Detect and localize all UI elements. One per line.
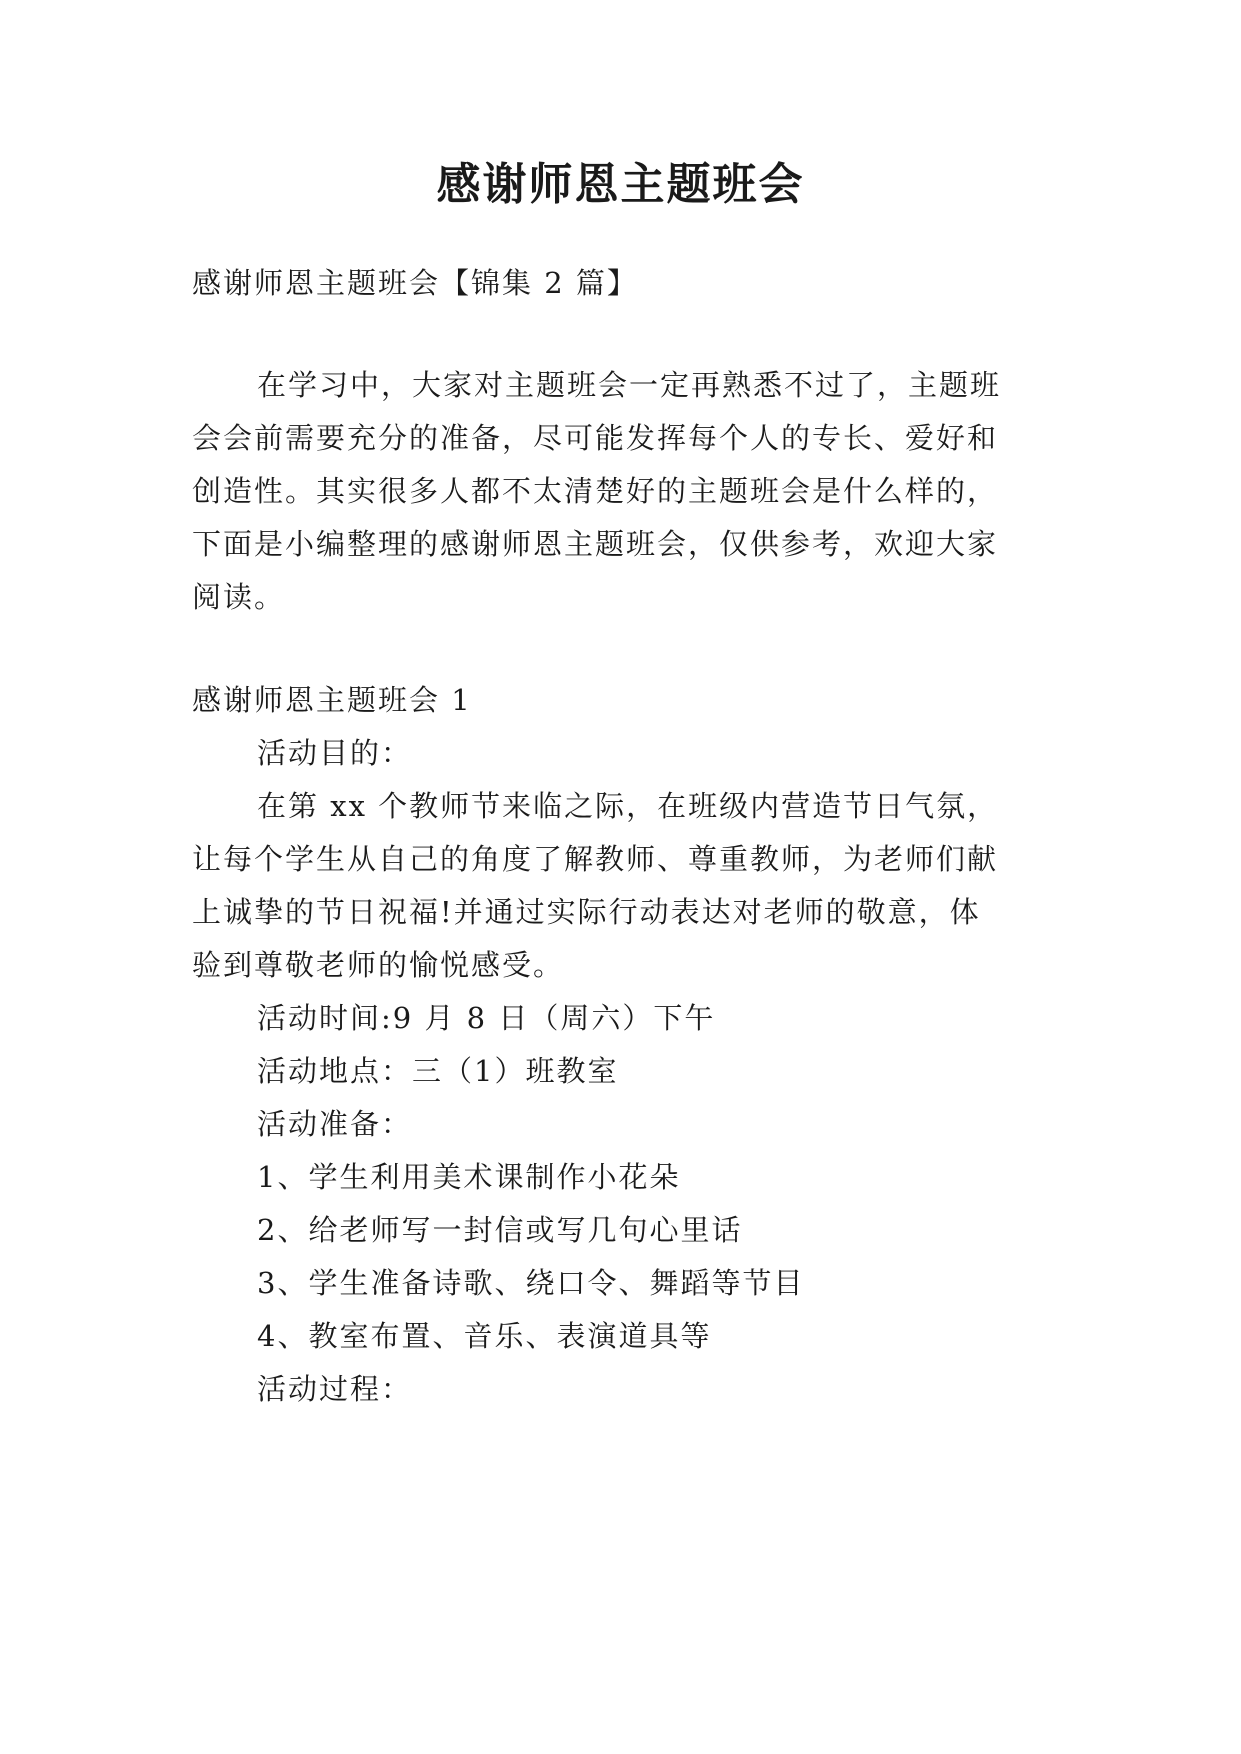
prep-item: 1、学生利用美术课制作小花朵 [257,1160,681,1194]
purpose-label: 活动目的： [257,736,413,770]
activity-place: 活动地点：三（1）班教室 [257,1054,619,1088]
prep-item: 4、教室布置、音乐、表演道具等 [257,1319,712,1353]
intro-line: 下面是小编整理的感谢师恩主题班会，仅供参考，欢迎大家 [192,527,999,561]
intro-line: 在学习中，大家对主题班会一定再熟悉不过了，主题班 [257,368,1002,402]
prep-item: 2、给老师写一封信或写几句心里话 [257,1213,743,1247]
activity-time: 活动时间:9 月 8 日（周六）下午 [257,1001,716,1035]
prep-item: 3、学生准备诗歌、绕口令、舞蹈等节目 [257,1266,805,1300]
intro-line: 创造性。其实很多人都不太清楚好的主题班会是什么样的， [192,474,999,508]
document-title: 感谢师恩主题班会 [436,159,805,210]
subtitle: 感谢师恩主题班会【锦集 2 篇】 [192,266,638,300]
purpose-line: 验到尊敬老师的愉悦感受。 [192,948,565,982]
intro-line: 阅读。 [192,580,286,614]
process-label: 活动过程： [257,1372,413,1406]
purpose-line: 上诚挚的节日祝福!并通过实际行动表达对老师的敬意，体 [192,895,981,929]
purpose-line: 在第 xx 个教师节来临之际，在班级内营造节日气氛， [257,789,999,823]
section-heading: 感谢师恩主题班会 1 [192,683,472,717]
purpose-line: 让每个学生从自己的角度了解教师、尊重教师，为老师们献 [192,842,999,876]
prep-label: 活动准备： [257,1107,413,1141]
intro-line: 会会前需要充分的准备，尽可能发挥每个人的专长、爱好和 [192,421,999,455]
